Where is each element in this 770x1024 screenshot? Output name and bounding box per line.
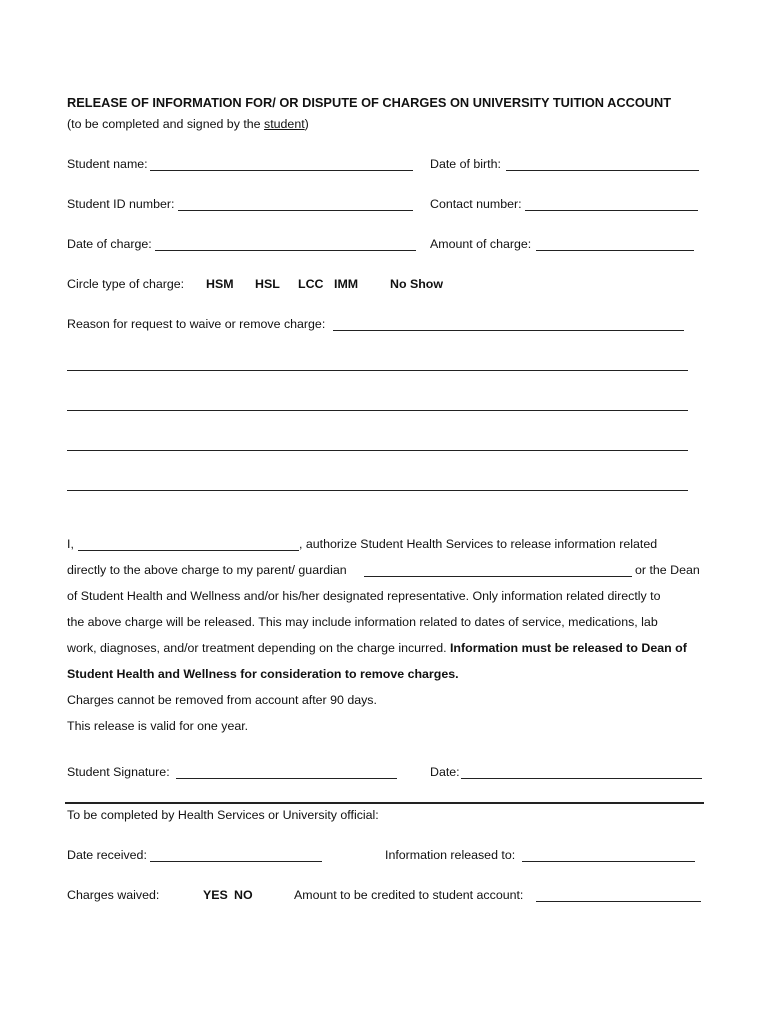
information-released-to-label: Information released to: xyxy=(385,848,516,862)
student-id-label: Student ID number: xyxy=(67,197,175,211)
charge-option-no-show[interactable]: No Show xyxy=(390,277,443,291)
amount-of-charge-label: Amount of charge: xyxy=(430,237,532,251)
reason-field[interactable] xyxy=(333,330,684,331)
student-signature-label: Student Signature: xyxy=(67,765,170,779)
amount-credited-field[interactable] xyxy=(536,901,701,902)
section-divider xyxy=(65,802,704,804)
form-subtitle xyxy=(67,116,309,132)
charges-waived-no[interactable]: NO xyxy=(234,888,253,902)
reason-line-5[interactable] xyxy=(67,490,688,491)
official-heading: To be completed by Health Services or University official: xyxy=(67,808,379,822)
form-title: RELEASE OF INFORMATION FOR/ OR DISPUTE OF CHARGES ON UNIVERSITY TUITION ACCOUNT xyxy=(67,95,672,110)
student-id-field[interactable] xyxy=(178,210,413,211)
auth-line-4: the above charge will be released. This may include information related to dates of service, medications, lab xyxy=(67,615,658,629)
date-received-label: Date received: xyxy=(67,848,147,862)
charge-option-hsm[interactable]: HSM xyxy=(206,277,234,291)
amount-of-charge-field[interactable] xyxy=(536,250,694,251)
charges-waived-yes[interactable]: YES xyxy=(203,888,228,902)
auth-i: I, xyxy=(67,537,74,551)
auth-name-field[interactable] xyxy=(78,550,299,551)
charge-option-hsl[interactable]: HSL xyxy=(255,277,280,291)
student-name-field[interactable] xyxy=(150,170,413,171)
auth-line-6: Student Health and Wellness for consideration to remove charges. xyxy=(67,667,459,681)
auth-line-7: Charges cannot be removed from account after 90 days. xyxy=(67,693,377,707)
student-name-label: Student name: xyxy=(67,157,148,171)
reason-label: Reason for request to waive or remove charge: xyxy=(67,317,326,331)
date-of-charge-field[interactable] xyxy=(155,250,416,251)
charge-option-imm[interactable]: IMM xyxy=(334,277,359,291)
contact-number-label: Contact number: xyxy=(430,197,522,211)
date-of-charge-label: Date of charge: xyxy=(67,237,152,251)
reason-line-4[interactable] xyxy=(67,450,688,451)
reason-line-2[interactable] xyxy=(67,370,688,371)
student-signature-field[interactable] xyxy=(176,778,397,779)
date-received-field[interactable] xyxy=(150,861,322,862)
contact-number-field[interactable] xyxy=(525,210,698,211)
amount-credited-label: Amount to be credited to student account: xyxy=(294,888,524,902)
charge-type-label: Circle type of charge: xyxy=(67,277,185,291)
auth-line-5 xyxy=(67,640,687,656)
date-of-birth-field[interactable] xyxy=(506,170,699,171)
signature-date-label: Date: xyxy=(430,765,460,779)
auth-line-5-normal: work, diagnoses, and/or treatment depending on the charge incurred. xyxy=(67,641,450,655)
auth-line-8: This release is valid for one year. xyxy=(67,719,249,733)
auth-line-3: of Student Health and Wellness and/or his/her designated representative. Only information related directly to xyxy=(67,589,661,603)
guardian-field[interactable] xyxy=(364,576,632,577)
auth-line-5-bold: Information must be released to Dean of xyxy=(449,641,687,655)
subtitle-student: student xyxy=(264,117,305,131)
date-of-birth-label: Date of birth: xyxy=(430,157,501,171)
charges-waived-label: Charges waived: xyxy=(67,888,160,902)
reason-line-3[interactable] xyxy=(67,410,688,411)
signature-date-field[interactable] xyxy=(461,778,702,779)
subtitle-suffix: ) xyxy=(304,117,309,131)
subtitle-prefix: (to be completed and signed by the xyxy=(67,117,265,131)
charge-option-lcc[interactable]: LCC xyxy=(298,277,324,291)
information-released-to-field[interactable] xyxy=(522,861,695,862)
auth-line-2-end: or the Dean xyxy=(635,563,700,577)
auth-line-1: , authorize Student Health Services to release information related xyxy=(299,537,658,551)
auth-line-2-start: directly to the above charge to my parent/ guardian xyxy=(67,563,347,577)
